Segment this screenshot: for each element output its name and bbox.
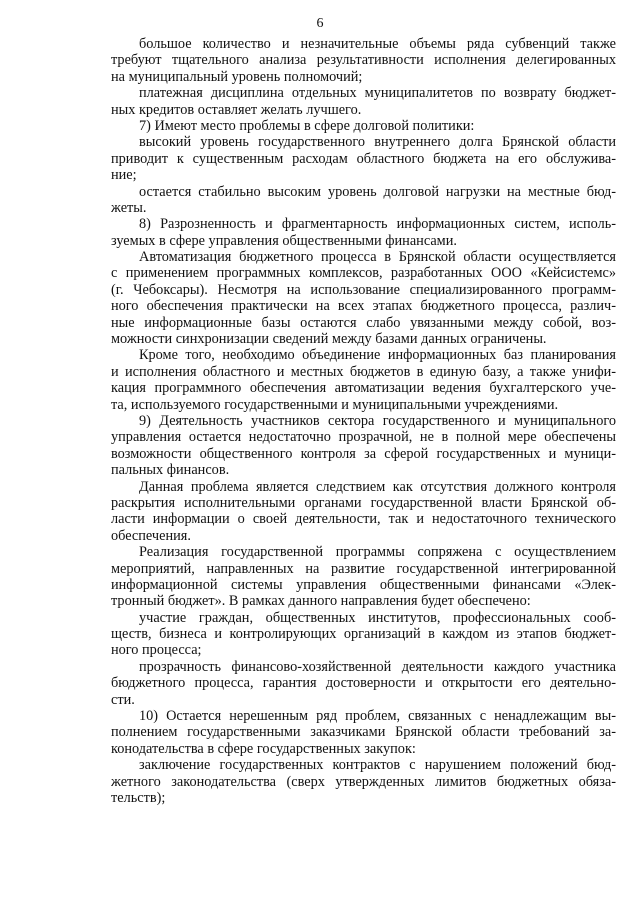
text-line: пальных финансов.: [111, 462, 230, 479]
text-line: Данная проблема является следствием как отсутствия должного контроля: [139, 478, 616, 495]
text-line: информационной системы управления общественными финансами «Элек-: [111, 576, 616, 593]
text-line: тельств);: [111, 789, 166, 806]
text-line: полнением государственными заказчиками Брянской области требований за-: [111, 724, 616, 741]
text-line: можности синхронизации сведений между базами данных ограничены.: [111, 331, 547, 348]
text-line: платежная дисциплина отдельных муниципалитетов по возврату бюджет-: [139, 85, 616, 102]
text-line: управления остается недостаточно прозрачной, не в полной мере обеспечены: [111, 429, 616, 446]
text-line: кация программного обеспечения автоматизации ведения бухгалтерского уче-: [111, 380, 616, 397]
text-line: с применением программных комплексов, разработанных ООО «Кейсистемс»: [111, 265, 616, 282]
text-line: ные информационные базы остаются слабо увязанными между собой, воз-: [111, 314, 616, 331]
text-line: возможности общественного контроля за сферой государственных и муници-: [111, 445, 616, 462]
text-line: 8) Разрозненность и фрагментарность информационных систем, исполь-: [139, 216, 616, 233]
text-line: бюджетного процесса, гарантия достоверности и открытости его деятельно-: [111, 675, 616, 692]
text-line: 7) Имеют место проблемы в сфере долговой политики:: [139, 117, 475, 134]
text-line: ществ, бизнеса и контролирующих организаций в каждом из этапов бюджет-: [111, 626, 616, 643]
text-line: остается стабильно высоким уровень долговой нагрузки на местные бюд-: [139, 183, 616, 200]
text-line: Кроме того, необходимо объединение информационных баз планирования: [139, 347, 616, 364]
text-line: ного процесса;: [111, 642, 202, 659]
text-line: ласти информации о своей деятельности, так и недостаточного технического: [111, 511, 616, 528]
text-line: жетного законодательства (сверх утвержденных лимитов бюджетных обяза-: [111, 773, 616, 790]
text-line: (г. Чебоксары). Несмотря на использование специализированного программ-: [111, 281, 616, 298]
text-line: конодательства в сфере государственных закупок:: [111, 740, 416, 757]
text-line: участие граждан, общественных институтов, профессиональных сооб-: [139, 609, 616, 626]
text-line: Реализация государственной программы сопряжена с осуществлением: [139, 544, 616, 561]
page-number: 6: [316, 16, 324, 31]
text-line: сти.: [111, 691, 135, 708]
text-line: та, используемого государственными и муниципальными учреждениями.: [111, 396, 559, 413]
text-line: ного обеспечения практически на всех этапах бюджетного процесса, различ-: [111, 298, 616, 315]
text-line: обеспечения.: [111, 527, 191, 544]
text-line: на муниципальный уровень полномочий;: [111, 68, 363, 85]
text-line: большое количество и незначительные объемы ряда субвенций также: [139, 36, 616, 52]
text-line: жеты.: [111, 199, 147, 216]
body-text: [111, 36, 616, 806]
text-line: раскрытия исполнительными органами государственной власти Брянской об-: [111, 494, 616, 511]
text-line: тронный бюджет». В рамках данного направления будет обеспечено:: [111, 593, 531, 610]
text-line: заключение государственных контрактов с нарушением положений бюд-: [139, 757, 616, 774]
text-line: приводит к существенным расходам областного бюджета на его обслужива-: [111, 150, 616, 167]
text-line: ние;: [111, 167, 137, 184]
text-line: 9) Деятельность участников сектора государственного и муниципального: [139, 412, 616, 429]
text-line: прозрачность финансово-хозяйственной деятельности каждого участника: [139, 658, 616, 675]
text-line: Автоматизация бюджетного процесса в Брянской области осуществляется: [139, 249, 616, 266]
text-line: зуемых в сфере управления общественными финансами.: [111, 232, 457, 249]
text-line: мероприятий, направленных на развитие государственной интегрированной: [111, 560, 616, 577]
text-line: высокий уровень государственного внутреннего долга Брянской области: [139, 134, 616, 151]
text-line: 10) Остается нерешенным ряд проблем, связанных с ненадлежащим вы-: [139, 708, 616, 725]
text-line: и исполнения областного и местных бюджетов в единую базу, а также унифи-: [111, 363, 616, 380]
text-line: ных кредитов оставляет желать лучшего.: [111, 101, 362, 118]
text-line: требуют тщательного анализа результативности исполнения делегированных: [111, 52, 616, 69]
